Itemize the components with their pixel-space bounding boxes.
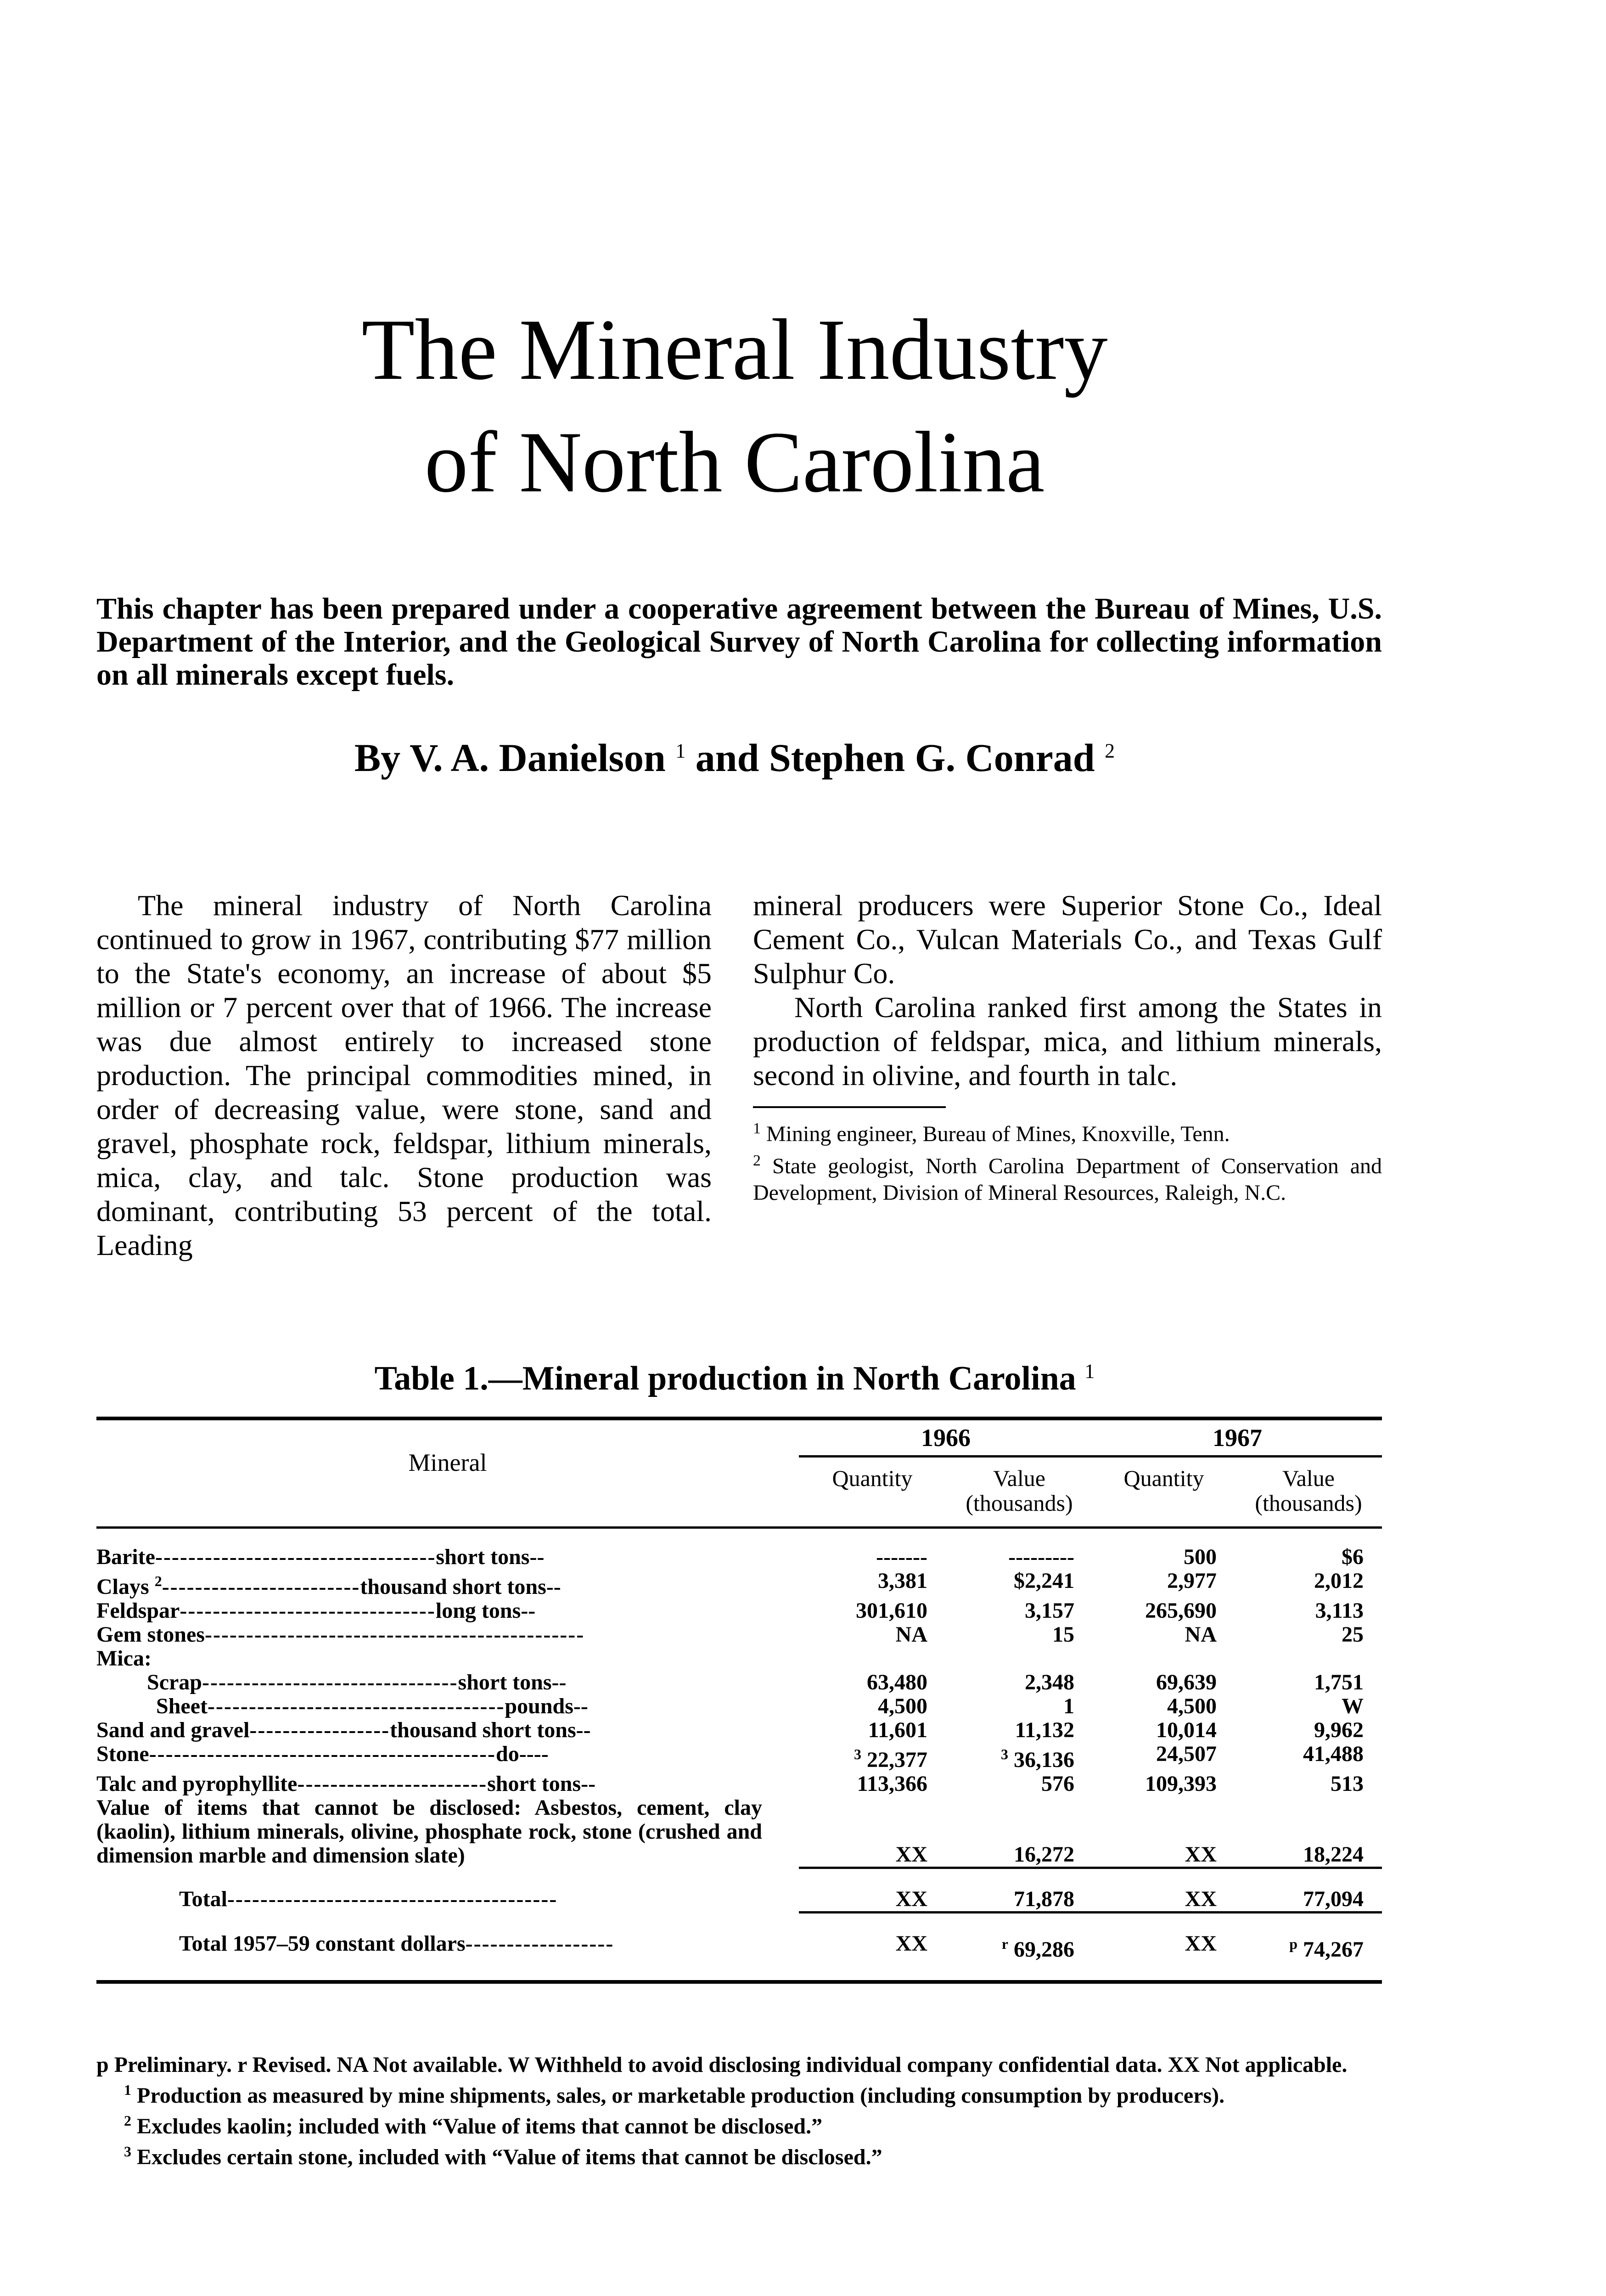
body-column-right [753, 889, 1382, 1206]
table-note-2: $^2$ Excludes kaolin; included with “Value of items that cannot be disclosed.” [124, 2112, 823, 2138]
header-quantity-1966: Quantity [832, 1465, 913, 1491]
footnote-divider [753, 1106, 946, 1108]
body-paragraph-1-right: mineral producers were Superior Stone Co., Ideal Cement Co., Vulcan Materials Co., and Texas Gulf Sulphur Co. [753, 889, 1382, 990]
table-row: Gem stones---------------------------------------------- NA 15 NA 25 [96, 1622, 1364, 1647]
table-row: Clays $^2$------------------------thousand short tons-- 3,381 $2,241 2,977 2,012 [96, 1569, 1364, 1599]
table-row-total: Total---------------------------------------- XX 71,878 XX 77,094 [179, 1886, 1364, 1911]
byline-author-1: By V. A. Danielson [354, 736, 666, 780]
table-row-undisclosed: Value of items that cannot be disclosed: Asbestos, cement, clay (kaolin), lithium minerals, olivine, phosphate rock, stone (crushed and dimension marble and dimension slate) XX 16,272 XX 18,224 [96, 1795, 1364, 1868]
header-year-1966: 1966 [799, 1420, 1093, 1457]
body-column-left [96, 889, 712, 1262]
mineral-production-table [96, 1417, 1382, 1984]
table-note-3: $^3$ Excludes certain stone, included with “Value of items that cannot be disclosed.” [124, 2143, 882, 2169]
table-row: Stone------------------------------------------do---- $^3$ 22,377 $^3$ 36,136 24,507 41,488 [96, 1742, 1364, 1772]
table-notes [96, 2053, 1382, 2170]
table-row: Scrap-------------------------------short tons-- 63,480 2,348 69,639 1,751 [147, 1670, 1364, 1694]
header-value-1967: Value (thousands) [1255, 1465, 1362, 1516]
table-row: Talc and pyrophyllite-----------------------short tons-- 113,366 576 109,393 513 [96, 1772, 1364, 1796]
table-row: Sheet------------------------------------pounds-- 4,500 1 4,500 W [156, 1694, 1364, 1718]
byline-ref-2: 2 [1105, 739, 1115, 762]
header-quantity-1967: Quantity [1123, 1465, 1204, 1491]
header-year-1967: 1967 [1093, 1420, 1382, 1457]
table-legend: p Preliminary. r Revised. NA Not available. W Withheld to avoid disclosing individual company confidential data. XX Not applicable. [96, 2053, 1348, 2077]
header-value-1966: Value (thousands) [966, 1465, 1073, 1516]
table-row: Feldspar-------------------------------long tons-- 301,610 3,157 265,690 3,113 [96, 1598, 1364, 1623]
table-row-total-constant: Total 1957–59 constant dollars------------------ XX $^r$ 69,286 XX $^p$ 74,267 [179, 1931, 1364, 1962]
header-mineral: Mineral [408, 1448, 487, 1476]
table-row: Mica: [96, 1647, 152, 1671]
title-line-1: The Mineral Industry [361, 302, 1108, 398]
byline-author-2: and Stephen G. Conrad [695, 736, 1095, 780]
footnote-2: $^2$ State geologist, North Carolina Department of Conservation and Development, Division of Mineral Resources, Raleigh, N.C. [753, 1152, 1382, 1205]
body-paragraph-1-left: The mineral industry of North Carolina continued to grow in 1967, contributing $77 million to the State's economy, an increase of about $5 million or 7 percent over that of 1966. The increase was due almost entirely to increased stone production. The principal commodities mined, in order of decreasing value, were stone, sand and gravel, phosphate rock, feldspar, lithium minerals, mica, clay, and talc. Stone production was dominant, contributing 53 percent of the total. Leading [96, 889, 712, 1261]
table-row: Barite----------------------------------short tons-- ------- --------- 500 $6 [96, 1545, 1364, 1569]
table-row: Sand and gravel-----------------thousand short tons-- 11,601 11,132 10,014 9,962 [96, 1718, 1364, 1742]
byline [0, 735, 1469, 781]
byline-ref-1: 1 [675, 739, 686, 762]
table-title: Table 1.—Mineral production in North Carolina $^1$ [374, 1360, 1095, 1397]
page-title [0, 294, 1469, 519]
footnote-1: $^1$ Mining engineer, Bureau of Mines, Knoxville, Tenn. [753, 1120, 1230, 1146]
intro-paragraph: This chapter has been prepared under a cooperative agreement between the Bureau of Mines, U.S. Department of the Interior, and the Geological Survey of North Carolina for collecting information on all minerals except fuels. [96, 592, 1382, 692]
title-line-2: of North Carolina [424, 414, 1045, 511]
table-note-1: $^1$ Production as measured by mine shipments, sales, or marketable production (including consumption by producers). [124, 2082, 1225, 2108]
body-paragraph-2: North Carolina ranked first among the States in production of feldspar, mica, and lithium minerals, second in olivine, and fourth in talc. [753, 991, 1382, 1092]
